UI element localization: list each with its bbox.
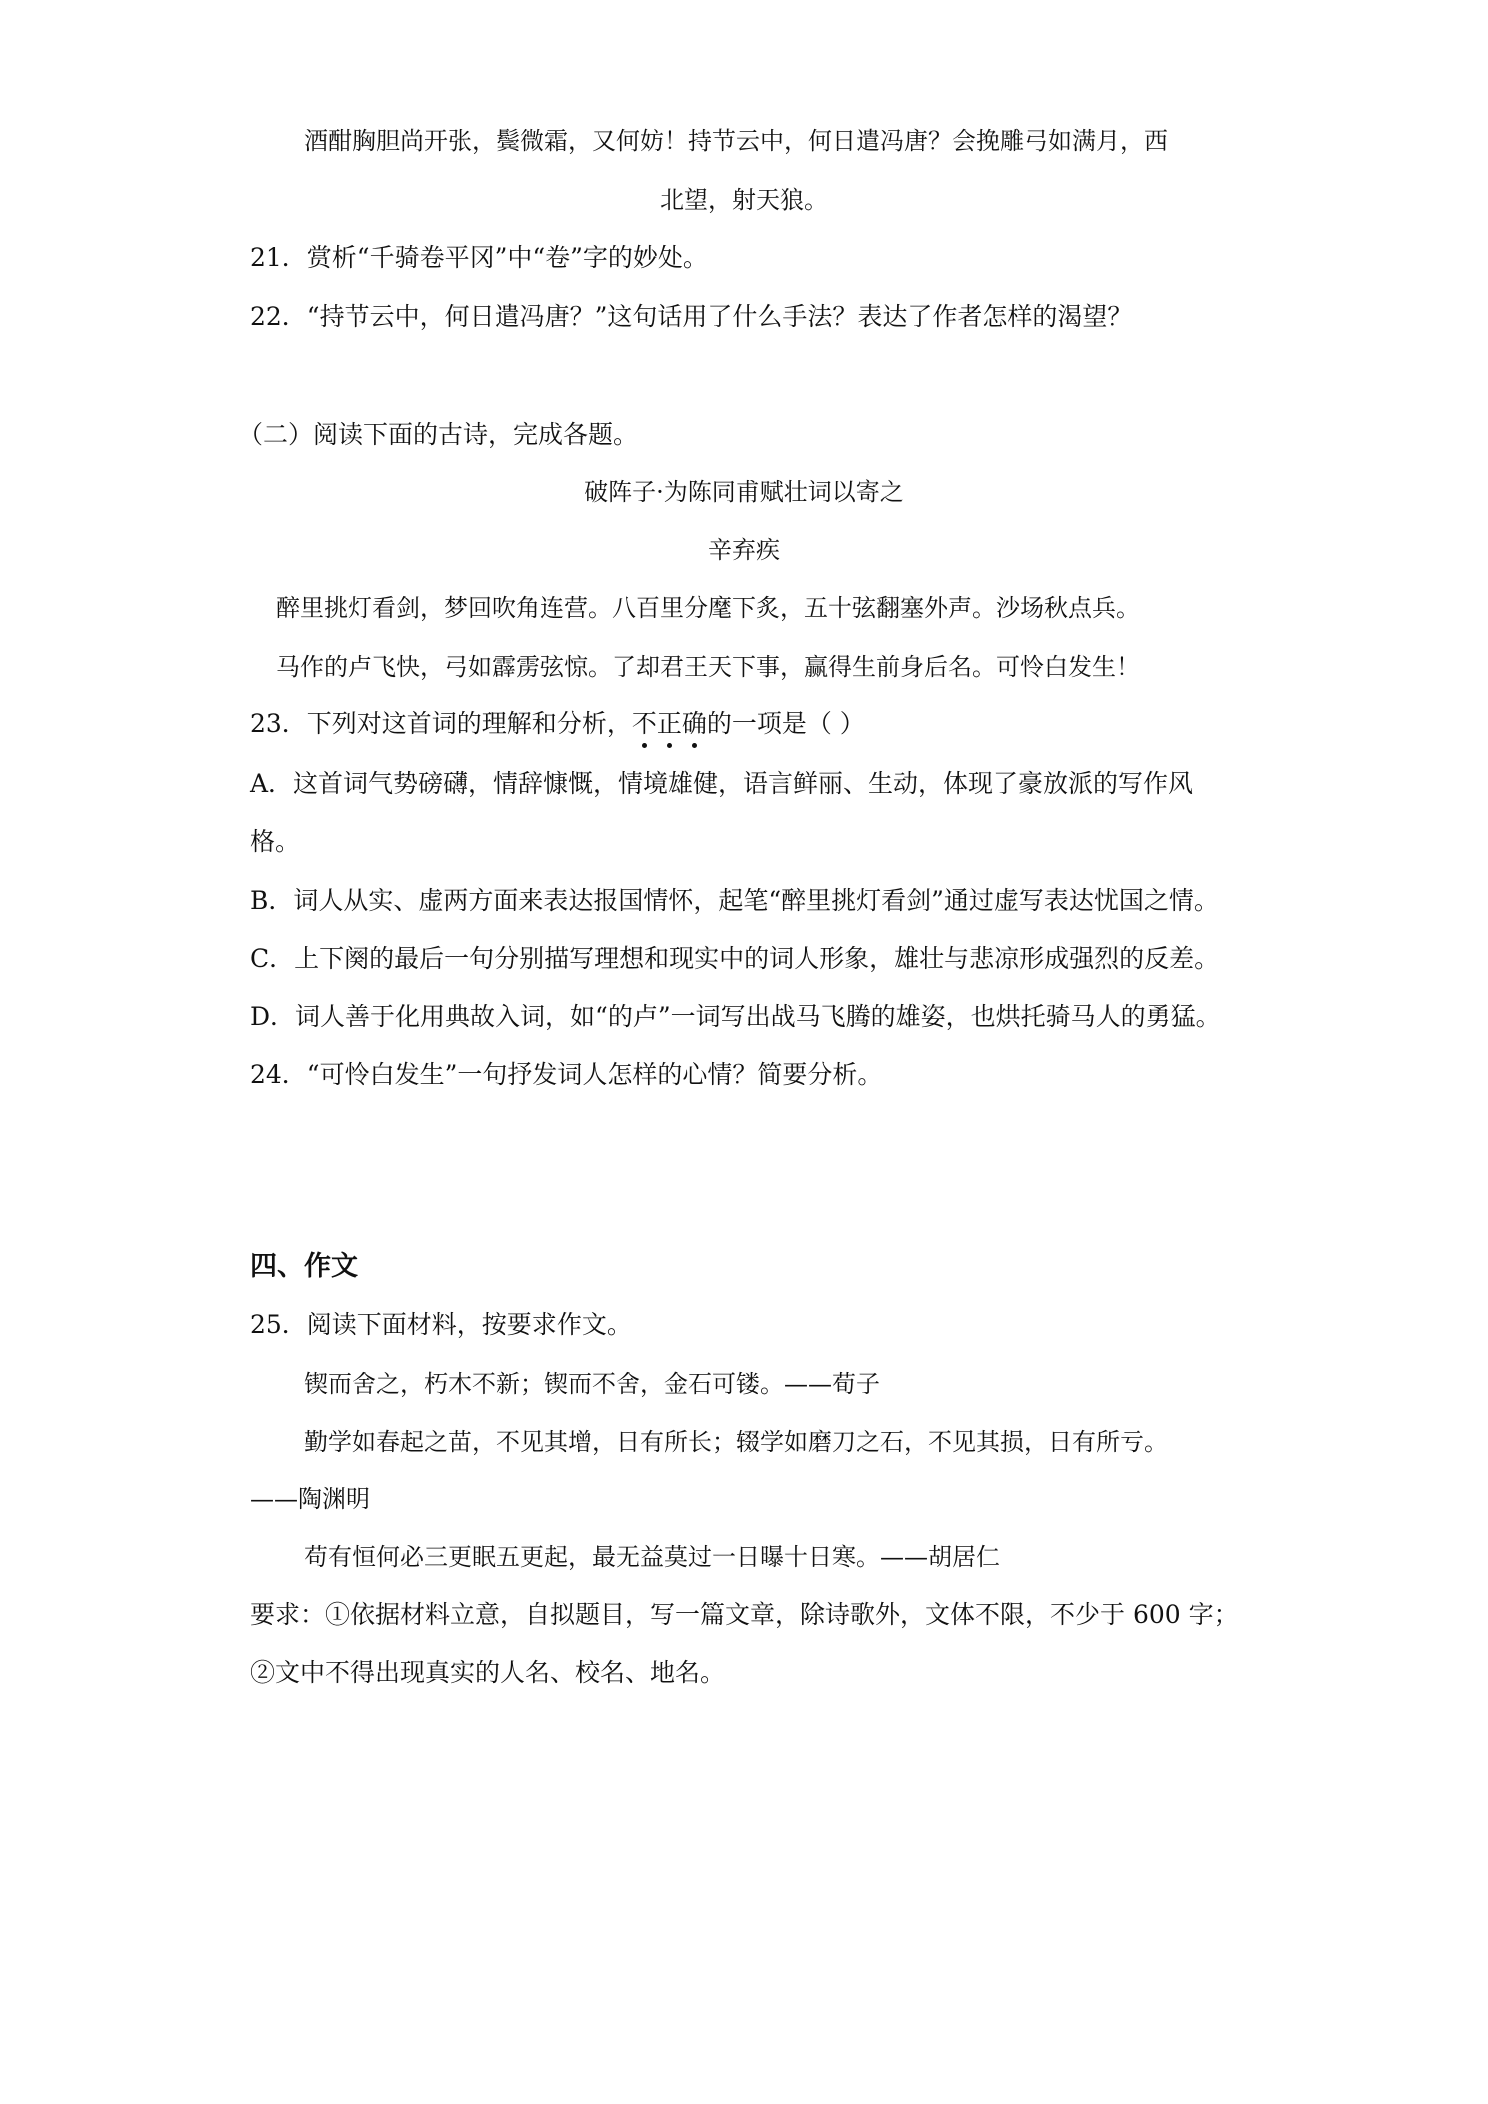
question-25: 25．阅读下面材料，按要求作文。: [250, 1310, 632, 1339]
option-b: B．词人从实、虚两方面来表达报国情怀，起笔“醉里挑灯看剑”通过虚写表达忧国之情。: [250, 886, 1219, 915]
poem-author: 辛弃疾: [708, 536, 780, 564]
option-d: D．词人善于化用典故入词，如“的卢”一词写出战马飞腾的雄姿，也烘托骑马人的勇猛。: [250, 1002, 1221, 1031]
requirement-1: 要求：①依据材料立意，自拟题目，写一篇文章，除诗歌外，文体不限，不少于 600 字；: [250, 1600, 1239, 1629]
poem-line: 北望，射天狼。: [660, 186, 828, 214]
quote-1: 锲而舍之，朽木不新；锲而不舍，金石可镂。——荀子: [304, 1370, 880, 1398]
question-22: 22．“持节云中，何日遣冯唐？”这句话用了什么手法？表达了作者怎样的渴望？: [250, 302, 1133, 331]
option-c: C．上下阕的最后一句分别描写理想和现实中的词人形象，雄壮与悲凉形成强烈的反差。: [250, 944, 1220, 973]
option-a-continued: 格。: [250, 827, 301, 856]
section-heading: 四、作文: [250, 1251, 358, 1282]
emphasis-dots: [632, 743, 707, 753]
question-23-suffix: 的一项是（ ）: [706, 709, 865, 738]
question-23: [250, 707, 865, 741]
emphasis-text: 不正确: [631, 709, 707, 738]
question-21: 21．赏析“千骑卷平冈”中“卷”字的妙处。: [250, 243, 708, 272]
question-24: 24．“可怜白发生”一句抒发词人怎样的心情？简要分析。: [250, 1060, 883, 1089]
section-intro: （二）阅读下面的古诗，完成各题。: [238, 420, 639, 449]
quote-2: 勤学如春起之苗，不见其增，日有所长；辍学如磨刀之石，不见其损，日有所亏。: [304, 1428, 1168, 1456]
poem-line: 酒酣胸胆尚开张，鬓微霜，又何妨！持节云中，何日遣冯唐？会挽雕弓如满月，西: [304, 127, 1168, 155]
quote-3: 苟有恒何必三更眠五更起，最无益莫过一日曝十日寒。——胡居仁: [304, 1543, 1000, 1571]
poem-line: 马作的卢飞快，弓如霹雳弦惊。了却君王天下事，赢得生前身后名。可怜白发生！: [276, 653, 1140, 681]
poem-line: 醉里挑灯看剑，梦回吹角连营。八百里分麾下炙，五十弦翻塞外声。沙场秋点兵。: [276, 594, 1140, 622]
requirement-2: ②文中不得出现真实的人名、校名、地名。: [250, 1658, 726, 1687]
poem-title: 破阵子·为陈同甫赋壮词以寄之: [584, 478, 904, 506]
quote-2-author: ——陶渊明: [250, 1485, 370, 1513]
question-23-prefix: 23．下列对这首词的理解和分析，: [250, 709, 632, 738]
option-a: A．这首词气势磅礴，情辞慷慨，情境雄健，语言鲜丽、生动，体现了豪放派的写作风: [250, 769, 1194, 798]
